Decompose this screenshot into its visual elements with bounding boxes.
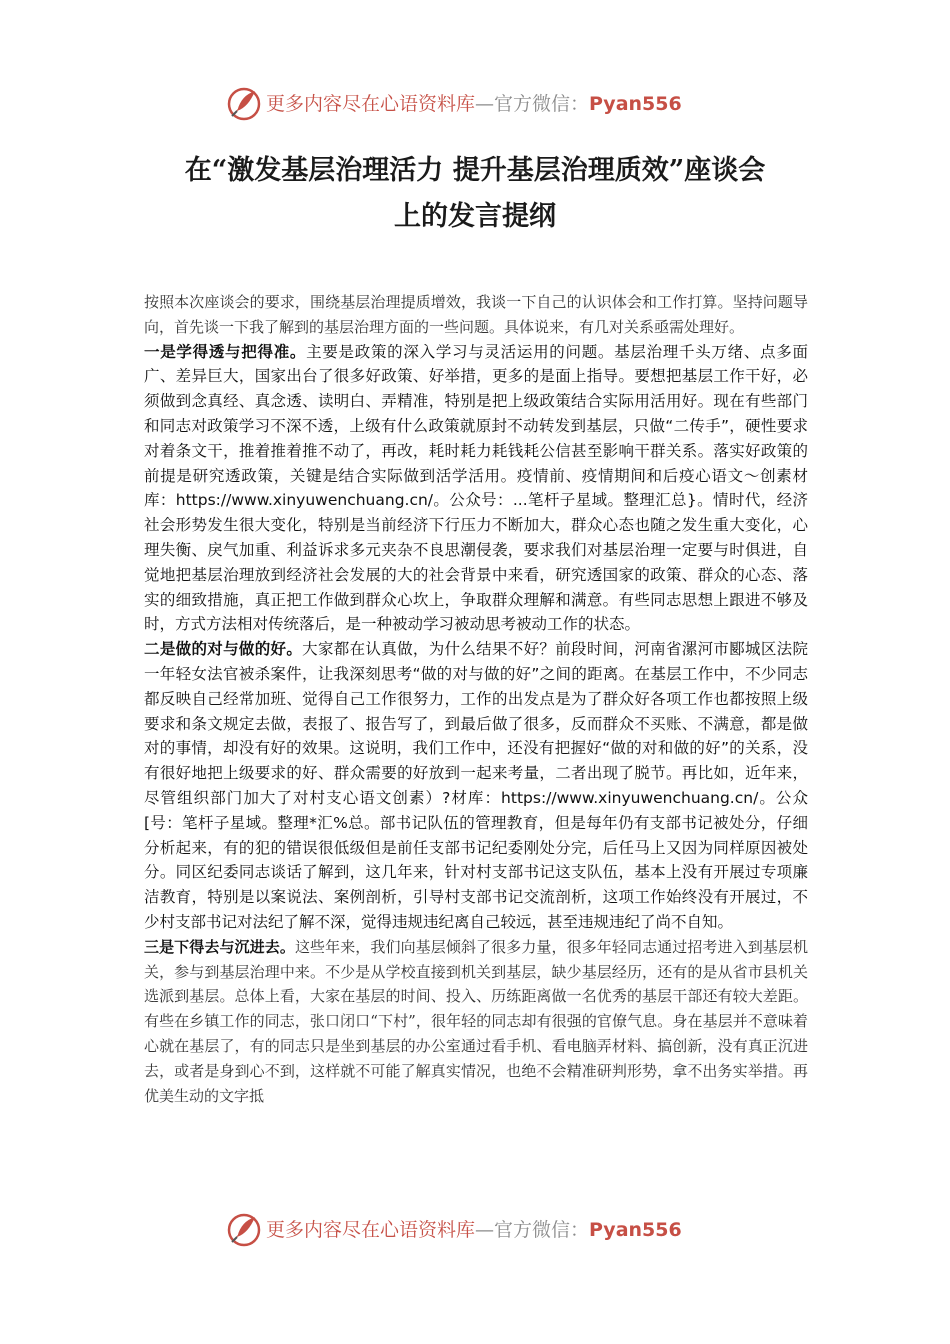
- section-1-paragraph: [144, 340, 808, 638]
- intro-paragraph: 按照本次座谈会的要求，围绕基层治理提质增效，我谈一下自己的认识体会和工作打算。坚持问题导向，首先谈一下我了解到的基层治理方面的一些问题。具体说来，有几对关系亟需处理好。: [144, 293, 808, 336]
- section-3-lead: 三是下得去与沉进去。: [144, 937, 295, 956]
- page-title: [100, 148, 850, 240]
- banner-text: 更多内容尽在心语资料库—官方微信：Pyan556: [266, 1219, 682, 1241]
- header-banner: [0, 82, 950, 126]
- section-2-paragraph: [144, 637, 808, 935]
- section-1-lead: 一是学得透与把得准。: [144, 342, 307, 361]
- title-line-1: 在“激发基层治理活力 提升基层治理质效”座谈会: [184, 155, 766, 186]
- section-2-lead: 二是做的对与做的好。: [144, 640, 303, 659]
- section-1-text: 主要是政策的深入学习与灵活运用的问题。基层治理千头万绪、点多面广、差异巨大，国家出台了很多好政策、好举措，更多的是面上指导。要想把基层工作干好，必须做到念真经、真念透、读明白、弄精准，特别是把上级政策结合实际用活用好。现在有些部门和同志对政策学习不深不透，上级有什么政策就原封不动转发到基层，只做“二传手”，硬性要求对着条文干，推着推着推不动了，再改，耗时耗力耗钱耗公信甚至影响干群关系。落实好政策的前提是研究透政策，关键是结合实际做到活学活用。疫情前、疫情期间和后疫心语文～创素材库：https://www.xinyuwenchuang.cn/。公众号：...笔杆子星域。整理汇总}。情时代，经济社会形势发生很大变化，特别是当前经济下行压力不断加大，群众心态也随之发生重大变化，心理失衡、戾气加重、利益诉求多元夹杂不良思潮侵袭，要求我们对基层治理一定要与时俱进，自觉地把基层治理放到经济社会发展的大的社会背景中来看，研究透国家的政策、群众的心态、落实的细致措施，真正把工作做到群众心坎上，争取群众理解和满意。有些同志思想上跟进不够及时，方式方法相对传统落后，是一种被动学习被动思考被动工作的状态。: [144, 342, 808, 634]
- title-line-2: 上的发言提纲: [394, 201, 556, 232]
- section-3-text: 这些年来，我们向基层倾斜了很多力量，很多年轻同志通过招考进入到基层机关，参与到基层治理中来。不少是从学校直接到机关到基层，缺少基层经历，还有的是从省市县机关选派到基层。总体上看，大家在基层的时间、投入、历练距离做一名优秀的基层干部还有较大差距。有些在乡镇工作的同志，张口闭口“下村”，很年轻的同志却有很强的官僚气息。身在基层并不意味着心就在基层了，有的同志只是坐到基层的办公室通过看手机、看电脑弄材料、搞创新，没有真正沉进去，或者是身到心不到，这样就不可能了解真实情况，也绝不会精准研判形势，拿不出务实举措。再优美生动的文字抵: [144, 937, 808, 1105]
- banner-text: 更多内容尽在心语资料库—官方微信：Pyan556: [266, 93, 682, 115]
- document-body: [144, 290, 808, 1108]
- footer-banner: [0, 1208, 950, 1252]
- quill-logo-icon: [226, 1212, 262, 1248]
- quill-logo-icon: [226, 86, 262, 122]
- section-3-paragraph: [144, 935, 808, 1109]
- section-2-text: 大家都在认真做，为什么结果不好？前段时间，河南省漯河市郾城区法院一年轻女法官被杀案件，让我深刻思考“做的对与做的好”之间的距离。在基层工作中，不少同志都反映自己经常加班、觉得自己工作很努力，工作的出发点是为了群众好各项工作也都按照上级要求和条文规定去做，表报了、报告写了，到最后做了很多，反而群众不买账、不满意，都是做对的事情，却没有好的效果。这说明，我们工作中，还没有把握好“做的对和做的好”的关系，没有很好地把上级要求的好、群众需要的好放到一起来考量，二者出现了脱节。再比如，近年来，尽管组织部门加大了对村支心语文创素）?材库：https://www.xinyuwenchuang.cn/。公众[号：笔杆子星域。整理*汇%总。部书记队伍的管理教育，但是每年仍有支部书记被处分，仔细分析起来，有的犯的错误很低级但是前任支部书记纪委刚处分完，后任马上又因为同样原因被处分。同区纪委同志谈话了解到，这几年来，针对村支部书记这支队伍，基本上没有开展过专项廉洁教育，特别是以案说法、案例剖析，引导村支部书记交流剖析，这项工作始终没有开展过，不少村支部书记对法纪了解不深，觉得违规违纪离自己较远，甚至违规违纪了尚不自知。: [144, 640, 808, 931]
